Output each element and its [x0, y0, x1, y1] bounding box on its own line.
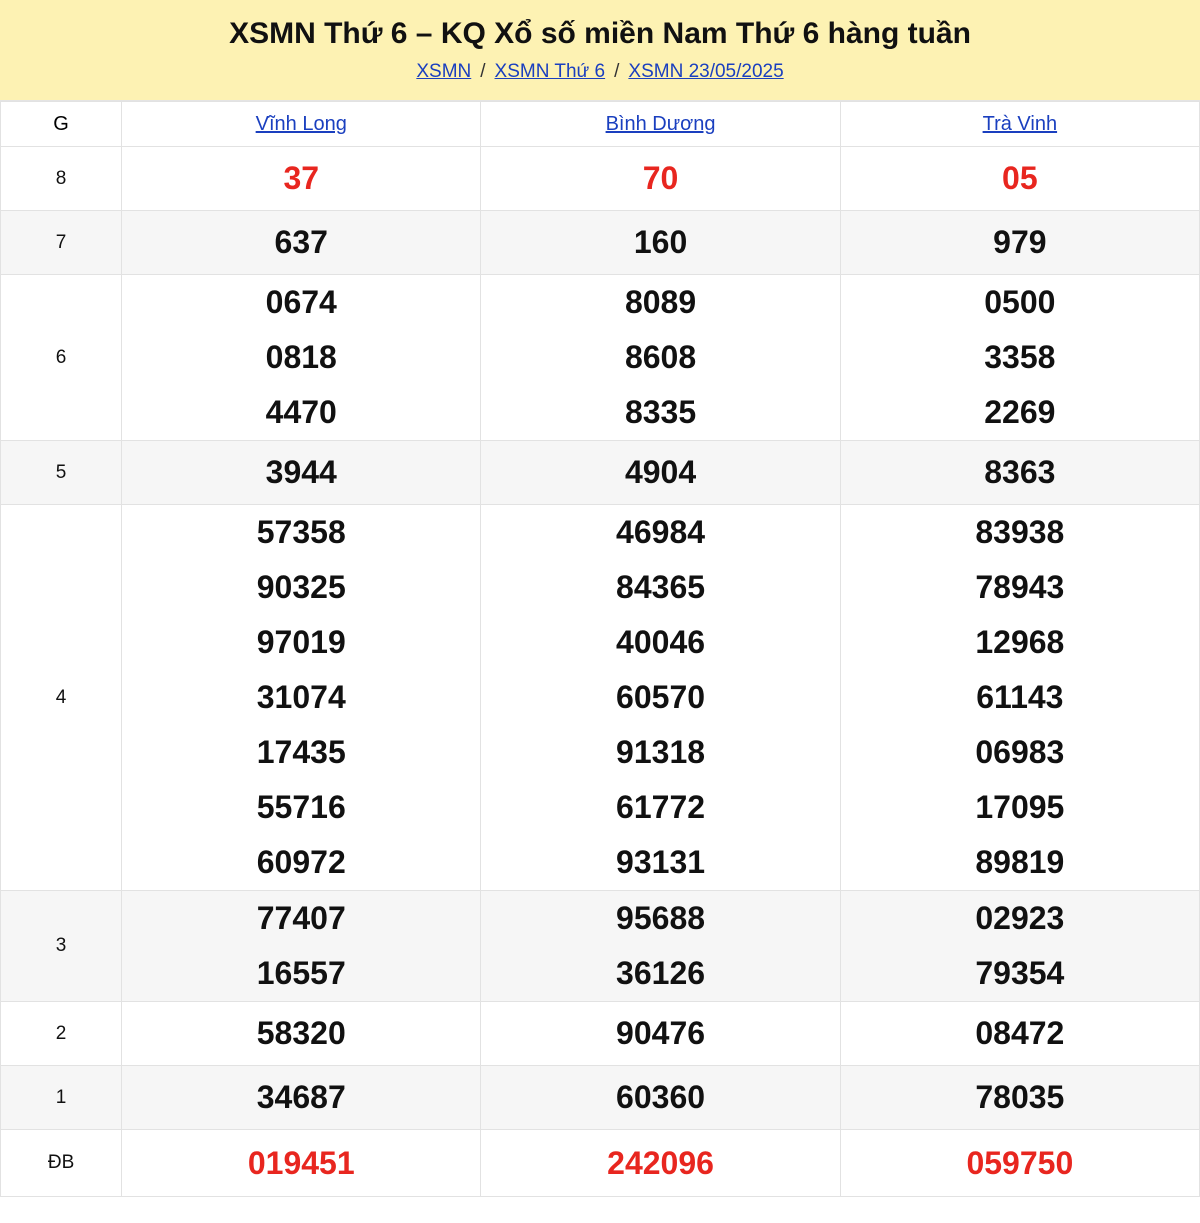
result-number: 17435 [256, 734, 346, 770]
result-cell [481, 147, 840, 211]
prize-label: 7 [1, 211, 122, 275]
province-link-binh-duong[interactable]: Bình Dương [605, 112, 716, 135]
result-number: 61772 [616, 789, 706, 825]
result-number: 3944 [265, 454, 337, 490]
result-cell [122, 275, 481, 441]
table-row [1, 211, 1200, 275]
breadcrumb-link-xsmn[interactable]: XSMN [416, 61, 472, 82]
breadcrumb-link-xsmn-date[interactable]: XSMN 23/05/2025 [628, 61, 784, 82]
result-number: 46984 [616, 514, 706, 550]
result-cell [481, 1130, 840, 1197]
result-cell [840, 147, 1199, 211]
highlight-number: 242096 [607, 1144, 714, 1181]
result-cell [481, 441, 840, 505]
result-number: 0818 [265, 339, 337, 375]
table-row [1, 441, 1200, 505]
result-cell [122, 211, 481, 275]
result-number: 57358 [256, 514, 346, 550]
result-number: 16557 [256, 955, 346, 991]
result-cell [840, 275, 1199, 441]
result-number: 78943 [975, 569, 1065, 605]
result-number: 90325 [256, 569, 346, 605]
result-cell [840, 1130, 1199, 1197]
result-cell [481, 891, 840, 1002]
prize-label: 8 [1, 147, 122, 211]
column-header-province [840, 102, 1199, 147]
page-header [0, 0, 1200, 101]
page-title: XSMN Thứ 6 – KQ Xổ số miền Nam Thứ 6 hàng tuần [229, 17, 971, 50]
prize-label: ĐB [1, 1130, 122, 1197]
prize-label: 4 [1, 505, 122, 891]
result-number: 160 [633, 224, 688, 260]
result-cell [122, 891, 481, 1002]
result-number: 95688 [616, 900, 706, 936]
result-cell [840, 211, 1199, 275]
result-number: 60972 [256, 844, 346, 880]
result-number: 34687 [256, 1079, 346, 1115]
result-cell [481, 1066, 840, 1130]
result-number: 90476 [616, 1015, 706, 1051]
result-number: 8363 [984, 454, 1056, 490]
result-number: 2269 [984, 394, 1056, 430]
result-number: 93131 [616, 844, 706, 880]
result-number: 8608 [624, 339, 697, 375]
highlight-number: 019451 [247, 1144, 355, 1181]
result-number: 4904 [624, 454, 697, 490]
result-cell [122, 441, 481, 505]
result-number: 40046 [616, 624, 706, 660]
result-number: 58320 [256, 1015, 346, 1051]
prize-label: 6 [1, 275, 122, 441]
result-cell [840, 505, 1199, 891]
result-number: 06983 [975, 734, 1065, 770]
result-cell [840, 441, 1199, 505]
highlight-number: 70 [642, 160, 679, 196]
result-number: 08472 [975, 1015, 1065, 1051]
breadcrumb-link-xsmn-thu-6[interactable]: XSMN Thứ 6 [494, 61, 606, 82]
result-number: 60570 [616, 679, 706, 715]
table-row [1, 891, 1200, 1002]
result-number: 84365 [616, 569, 706, 605]
result-number: 12968 [975, 624, 1065, 660]
result-number: 31074 [256, 679, 346, 715]
table-row [1, 147, 1200, 211]
result-number: 0500 [984, 284, 1056, 320]
result-number: 02923 [975, 900, 1065, 936]
province-link-vinh-long[interactable]: Vĩnh Long [255, 112, 347, 135]
column-header-province [481, 102, 840, 147]
table-row [1, 1002, 1200, 1066]
result-number: 36126 [616, 955, 706, 991]
result-number: 17095 [975, 789, 1065, 825]
table-row [1, 275, 1200, 441]
result-cell [481, 505, 840, 891]
result-cell [840, 1002, 1199, 1066]
result-cell [840, 891, 1199, 1002]
table-row [1, 1130, 1200, 1197]
result-number: 3358 [984, 339, 1056, 375]
result-number: 8335 [624, 394, 697, 430]
result-number: 78035 [975, 1079, 1065, 1115]
province-link-tra-vinh[interactable]: Trà Vinh [982, 112, 1058, 135]
result-cell [122, 1066, 481, 1130]
column-header-prize: G [1, 102, 122, 147]
result-number: 8089 [624, 284, 697, 320]
result-cell [122, 1002, 481, 1066]
result-cell [122, 505, 481, 891]
breadcrumb [0, 60, 1200, 84]
breadcrumb-separator: / [614, 61, 620, 82]
prize-label: 5 [1, 441, 122, 505]
prize-label: 3 [1, 891, 122, 1002]
result-number: 979 [993, 224, 1047, 260]
result-number: 637 [274, 224, 328, 260]
result-cell [122, 147, 481, 211]
result-number: 0674 [265, 284, 337, 320]
column-header-province [122, 102, 481, 147]
table-header-row [1, 102, 1200, 147]
highlight-number: 05 [1002, 160, 1038, 196]
result-number: 77407 [256, 900, 346, 936]
result-number: 4470 [265, 394, 337, 430]
result-cell [122, 1130, 481, 1197]
result-number: 79354 [975, 955, 1065, 991]
highlight-number: 059750 [966, 1144, 1074, 1181]
result-cell [481, 275, 840, 441]
breadcrumb-separator: / [480, 61, 486, 82]
result-number: 61143 [976, 679, 1064, 715]
results-table [0, 101, 1200, 1197]
result-number: 91318 [616, 734, 706, 770]
table-row [1, 505, 1200, 891]
highlight-number: 37 [283, 160, 320, 196]
result-number: 55716 [256, 789, 346, 825]
table-row [1, 1066, 1200, 1130]
prize-label: 2 [1, 1002, 122, 1066]
result-number: 89819 [975, 844, 1065, 880]
prize-label: 1 [1, 1066, 122, 1130]
result-number: 83938 [975, 514, 1065, 550]
result-cell [481, 1002, 840, 1066]
result-number: 60360 [616, 1079, 706, 1115]
result-number: 97019 [256, 624, 346, 660]
result-cell [481, 211, 840, 275]
result-cell [840, 1066, 1199, 1130]
